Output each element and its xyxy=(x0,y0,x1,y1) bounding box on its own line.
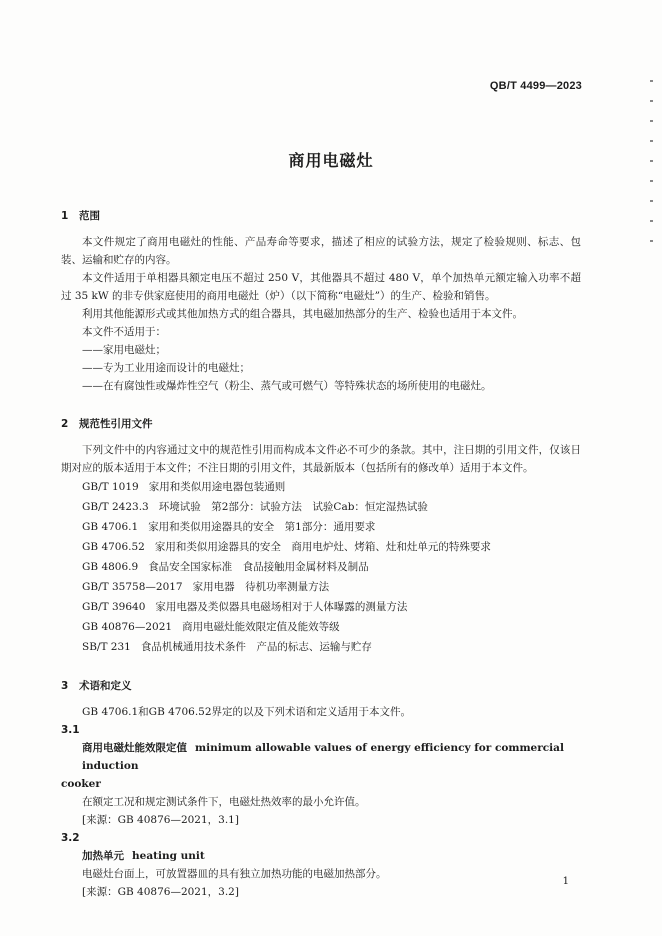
term-name-cn: 加热单元 xyxy=(82,850,124,862)
reference-item xyxy=(61,577,581,597)
reference-code: GB 40876—2021 xyxy=(82,621,173,633)
term-definition: 电磁灶台面上，可放置器皿的具有独立加热功能的电磁加热部分。 xyxy=(82,868,387,880)
term-name-en: heating unit xyxy=(132,850,205,862)
term-name-cn: 商用电磁灶能效限定值 xyxy=(82,742,187,754)
reference-title: 家用和类似用途器具的安全 第1部分：通用要求 xyxy=(148,521,376,533)
reference-title: 家用和类似用途电器包装通则 xyxy=(148,481,286,493)
term-name-en: minimum allowable values of energy efficiency for commercial induction xyxy=(82,742,564,772)
reference-item xyxy=(61,597,581,617)
references-intro: 下列文件中的内容通过文中的规范性引用而构成本文件必不可少的条款。其中，注日期的引用文件，仅该日期对应的版本适用于本文件；不注日期的引用文件，其最新版本（包括所有的修改单）适用于本文件。 xyxy=(61,444,581,474)
section-number: 3 xyxy=(61,680,69,692)
reference-title: 家用和类似用途器具的安全 商用电炉灶、烤箱、灶和灶单元的特殊要求 xyxy=(154,541,491,553)
reference-code: GB 4706.1 xyxy=(82,521,139,533)
term-name-en-continued: cooker xyxy=(61,778,101,790)
reference-list xyxy=(61,477,581,657)
reference-code: GB/T 1019 xyxy=(82,481,139,493)
standard-number: QB/T 4499—2023 xyxy=(489,80,582,92)
term-source: [来源：GB 40876—2021，3.2] xyxy=(82,886,239,898)
reference-title: 商用电磁灶能效限定值及能效等级 xyxy=(182,621,340,633)
exclusion-item: ——家用电磁灶； xyxy=(82,344,166,356)
reference-code: GB/T 39640 xyxy=(82,601,146,613)
reference-item xyxy=(61,557,581,577)
scope-paragraph: 利用其他能源形式或其他加热方式的组合器具，其电磁加热部分的生产、检验也适用于本文件。 xyxy=(82,308,523,320)
reference-title: 食品机械通用技术条件 产品的标志、运输与贮存 xyxy=(140,641,372,653)
term-name xyxy=(61,739,581,775)
term-number: 3.1 xyxy=(61,724,80,736)
section-title: 范围 xyxy=(79,210,100,222)
reference-title: 食品安全国家标准 食品接触用金属材料及制品 xyxy=(148,561,369,573)
page-number: 1 xyxy=(562,876,569,887)
section-title: 术语和定义 xyxy=(79,680,132,692)
section-scope-heading xyxy=(61,207,581,225)
reference-title: 家用电器 待机功率测量方法 xyxy=(192,581,330,593)
section-number: 2 xyxy=(61,418,69,430)
reference-item xyxy=(61,617,581,637)
section-terms-heading xyxy=(61,677,581,695)
reference-item xyxy=(61,637,581,657)
reference-code: GB/T 35758—2017 xyxy=(82,581,183,593)
term-definition: 在额定工况和规定测试条件下，电磁灶热效率的最小允许值。 xyxy=(82,796,366,808)
reference-code: GB 4806.9 xyxy=(82,561,139,573)
scope-paragraph: 本文件适用于单相器具额定电压不超过 250 V，其他器具不超过 480 V，单个加热单元额定输入功率不超过 35 kW 的非专供家庭使用的商用电磁灶（炉）（以下简称“电磁灶”）的生产、检验和销售。 xyxy=(61,272,581,302)
reference-code: GB 4706.52 xyxy=(82,541,145,553)
section-number: 1 xyxy=(61,210,69,222)
reference-item xyxy=(61,537,581,557)
reference-code: SB/T 231 xyxy=(82,641,131,653)
section-references-heading xyxy=(61,415,581,433)
term-name xyxy=(61,847,581,865)
scan-edge-marks xyxy=(650,80,654,280)
term-number: 3.2 xyxy=(61,832,80,844)
section-title: 规范性引用文件 xyxy=(79,418,153,430)
terms-intro: GB 4706.1和GB 4706.52界定的以及下列术语和定义适用于本文件。 xyxy=(82,706,412,718)
document-body xyxy=(61,207,581,901)
reference-item xyxy=(61,517,581,537)
exclusion-item: ——专为工业用途而设计的电磁灶； xyxy=(82,362,250,374)
reference-item xyxy=(61,477,581,497)
exclusion-item: ——在有腐蚀性或爆炸性空气（粉尘、蒸气或可燃气）等特殊状态的场所使用的电磁灶。 xyxy=(82,380,492,392)
reference-item xyxy=(61,497,581,517)
document-title: 商用电磁灶 xyxy=(288,151,374,170)
scope-paragraph: 本文件规定了商用电磁灶的性能、产品寿命等要求，描述了相应的试验方法，规定了检验规则、标志、包装、运输和贮存的内容。 xyxy=(61,236,581,266)
scope-paragraph: 本文件不适用于： xyxy=(82,326,166,338)
term-source: [来源：GB 40876—2021，3.1] xyxy=(82,814,239,826)
reference-title: 家用电器及类似器具电磁场相对于人体曝露的测量方法 xyxy=(155,601,408,613)
reference-code: GB/T 2423.3 xyxy=(82,501,149,513)
reference-title: 环境试验 第2部分：试验方法 试验Cab：恒定湿热试验 xyxy=(158,501,428,513)
